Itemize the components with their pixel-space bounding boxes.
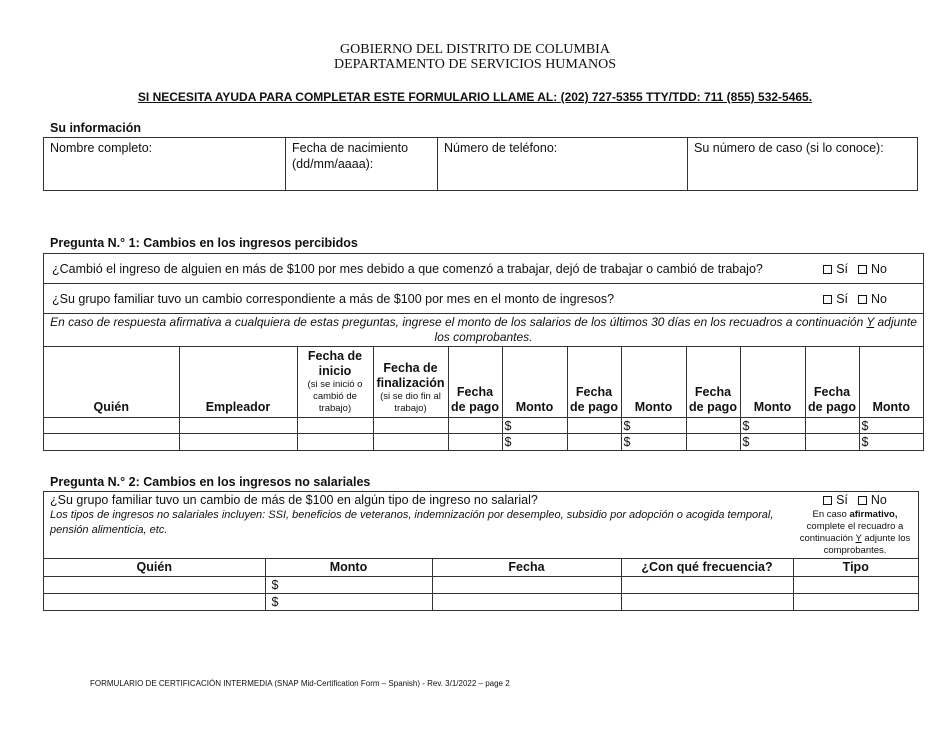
- fecha-inicio-label: Fecha de inicio: [307, 349, 363, 378]
- q2-no[interactable]: [858, 493, 887, 507]
- q2-title: Pregunta N.° 2: Cambios en los ingresos no salariales: [50, 475, 371, 489]
- monto-cell[interactable]: [265, 593, 432, 610]
- dollar-sign: $: [504, 418, 512, 433]
- q1-answer-2: [823, 292, 887, 306]
- quien-cell[interactable]: [44, 434, 179, 450]
- q2-question-area: [44, 492, 792, 558]
- dollar-sign: $: [623, 434, 631, 449]
- non-wage-header-row: [44, 559, 918, 576]
- table-row: [44, 434, 923, 450]
- dollar-sign: $: [271, 577, 279, 592]
- fecha-pago-cell[interactable]: [686, 434, 740, 450]
- fecha-fin-label: Fecha de finalización: [376, 361, 445, 390]
- table-row: [44, 418, 923, 434]
- header-government: GOBIERNO DEL DISTRITO DE COLUMBIA: [340, 42, 610, 57]
- col-monto: Monto: [740, 347, 805, 418]
- monto-cell[interactable]: [621, 418, 686, 434]
- col-monto: Monto: [621, 347, 686, 418]
- non-wage-table: [44, 559, 918, 610]
- monto-cell[interactable]: [740, 434, 805, 450]
- monto-cell[interactable]: [265, 576, 432, 593]
- col-tipo: Tipo: [793, 559, 918, 576]
- q2-hint: [794, 509, 916, 557]
- no-label: No: [870, 493, 887, 507]
- fecha-cell[interactable]: [432, 593, 621, 610]
- tipo-cell[interactable]: [793, 576, 918, 593]
- no-label: No: [871, 261, 887, 276]
- col-fecha-inicio: [297, 347, 373, 418]
- col-quien: Quién: [44, 559, 265, 576]
- table-row: [44, 593, 918, 610]
- monto-cell[interactable]: [502, 434, 567, 450]
- col-monto: Monto: [502, 347, 567, 418]
- help-phone-banner: SI NECESITA AYUDA PARA COMPLETAR ESTE FORMULARIO LLAME AL: (202) 727-5355 TTY/TDD: 711 (855) 532-5465.: [137, 90, 813, 104]
- col-monto: Monto: [859, 347, 923, 418]
- q1-note-text: En caso de respuesta afirmativa a cualquiera de estas preguntas, ingrese el monto de los salarios de los últimos 30 días en los recuadros a continuación: [50, 315, 867, 329]
- yes-label: Sí: [836, 261, 849, 276]
- birth-date-field[interactable]: [286, 138, 438, 190]
- full-name-label: Nombre completo:: [50, 141, 153, 155]
- checkbox-icon: [823, 496, 832, 505]
- col-fecha-pago: Fecha de pago: [686, 347, 740, 418]
- frecuencia-cell[interactable]: [621, 593, 793, 610]
- checkbox-icon: [858, 295, 867, 304]
- monto-cell[interactable]: [859, 418, 923, 434]
- fecha-fin-cell[interactable]: [373, 434, 448, 450]
- frecuencia-cell[interactable]: [621, 576, 793, 593]
- fecha-fin-sub: (si se dio fin al trabajo): [380, 391, 441, 414]
- form-header: [0, 42, 950, 72]
- q2-question-row: [44, 492, 918, 559]
- checkbox-icon: [858, 265, 867, 274]
- monto-cell[interactable]: [502, 418, 567, 434]
- col-fecha-fin: [373, 347, 448, 418]
- yes-label: Sí: [836, 291, 849, 306]
- q1-answer-1: [823, 262, 887, 276]
- table-row: [44, 576, 918, 593]
- col-quien: Quién: [44, 347, 179, 418]
- phone-label: Número de teléfono:: [444, 141, 558, 155]
- q1-no-2[interactable]: [858, 292, 887, 306]
- q2-income-types: Los tipos de ingresos no salariales incluyen: SSI, beneficios de veteranos, indemnización por desempleo, subsidio por adopción o acogida temporal, pensión alimenticia, etc.: [50, 509, 774, 536]
- q1-instructions: [44, 314, 923, 347]
- fecha-inicio-cell[interactable]: [297, 434, 373, 450]
- col-monto: Monto: [265, 559, 432, 576]
- col-fecha: Fecha: [432, 559, 621, 576]
- q1-question-row: [44, 284, 923, 314]
- q1-note-end: adjunte los comprobantes.: [434, 315, 917, 344]
- q2-hint-c: adjunte los comprobantes.: [823, 533, 911, 556]
- wages-header-row: [44, 347, 923, 418]
- dollar-sign: $: [271, 594, 279, 609]
- q1-yes-1[interactable]: [823, 262, 848, 276]
- case-number-label: Su número de caso (si lo conoce):: [694, 141, 884, 155]
- q2-yes[interactable]: [823, 493, 848, 507]
- quien-cell[interactable]: [44, 418, 179, 434]
- col-fecha-pago: Fecha de pago: [448, 347, 502, 418]
- fecha-pago-cell[interactable]: [805, 418, 859, 434]
- info-box: [43, 137, 918, 191]
- tipo-cell[interactable]: [793, 593, 918, 610]
- dollar-sign: $: [504, 434, 512, 449]
- fecha-pago-cell[interactable]: [448, 418, 502, 434]
- fecha-fin-cell[interactable]: [373, 418, 448, 434]
- q2-answer: [794, 493, 916, 507]
- fecha-pago-cell[interactable]: [567, 418, 621, 434]
- dollar-sign: $: [742, 434, 750, 449]
- q1-yes-2[interactable]: [823, 292, 848, 306]
- checkbox-icon: [858, 496, 867, 505]
- yes-label: Sí: [836, 493, 848, 507]
- col-fecha-pago: Fecha de pago: [805, 347, 859, 418]
- q1-title: Pregunta N.° 1: Cambios en los ingresos percibidos: [50, 236, 358, 250]
- full-name-field[interactable]: [44, 138, 286, 190]
- q1-question-2: ¿Su grupo familiar tuvo un cambio correspondiente a más de $100 por mes en el monto de ingresos?: [52, 291, 615, 306]
- dollar-sign: $: [861, 434, 869, 449]
- header-department: DEPARTAMENTO DE SERVICIOS HUMANOS: [333, 57, 616, 72]
- fecha-inicio-cell[interactable]: [297, 418, 373, 434]
- q1-question-row: [44, 254, 923, 284]
- checkbox-icon: [823, 265, 832, 274]
- fecha-pago-cell[interactable]: [805, 434, 859, 450]
- fecha-pago-cell[interactable]: [567, 434, 621, 450]
- col-frecuencia: ¿Con qué frecuencia?: [621, 559, 793, 576]
- col-fecha-pago: Fecha de pago: [567, 347, 621, 418]
- checkbox-icon: [823, 295, 832, 304]
- dollar-sign: $: [623, 418, 631, 433]
- no-label: No: [871, 291, 887, 306]
- birth-date-label: Fecha de nacimiento (dd/mm/aaaa):: [292, 141, 409, 171]
- q2-question: ¿Su grupo familiar tuvo un cambio de más de $100 en algún tipo de ingreso no salarial?: [50, 493, 538, 507]
- q2-hint-bold: afirmativo,: [849, 509, 898, 520]
- col-empleador: Empleador: [179, 347, 297, 418]
- fecha-pago-cell[interactable]: [686, 418, 740, 434]
- fecha-cell[interactable]: [432, 576, 621, 593]
- fecha-inicio-sub: (si se inició o cambió de trabajo): [307, 379, 363, 414]
- q1-no-1[interactable]: [858, 262, 887, 276]
- q2-box: [43, 491, 919, 611]
- fecha-pago-cell[interactable]: [448, 434, 502, 450]
- wages-table: [44, 347, 923, 450]
- q1-box: [43, 253, 924, 451]
- quien-cell[interactable]: [44, 576, 265, 593]
- monto-cell[interactable]: [740, 418, 805, 434]
- q2-hint-y: Y: [855, 533, 862, 544]
- q2-hint-b: complete el recuadro a continuación: [799, 521, 904, 544]
- empleador-cell[interactable]: [179, 434, 297, 450]
- q1-note-y: Y: [866, 315, 875, 329]
- monto-cell[interactable]: [859, 434, 923, 450]
- q1-question-1: ¿Cambió el ingreso de alguien en más de $100 por mes debido a que comenzó a trabajar, dejó de trabajar o cambió de trabajo?: [52, 261, 763, 276]
- dollar-sign: $: [861, 418, 869, 433]
- phone-field[interactable]: [438, 138, 688, 190]
- q2-answer-area: [792, 492, 918, 558]
- case-number-field[interactable]: [688, 138, 917, 190]
- page-footer: FORMULARIO DE CERTIFICACIÓN INTERMEDIA (SNAP Mid-Certification Form – Spanish) - Rev. 3/1/2022 – page 2: [90, 679, 510, 688]
- monto-cell[interactable]: [621, 434, 686, 450]
- empleador-cell[interactable]: [179, 418, 297, 434]
- info-section-title: Su información: [50, 121, 141, 135]
- quien-cell[interactable]: [44, 593, 265, 610]
- dollar-sign: $: [742, 418, 750, 433]
- q2-hint-a: En caso: [812, 509, 850, 520]
